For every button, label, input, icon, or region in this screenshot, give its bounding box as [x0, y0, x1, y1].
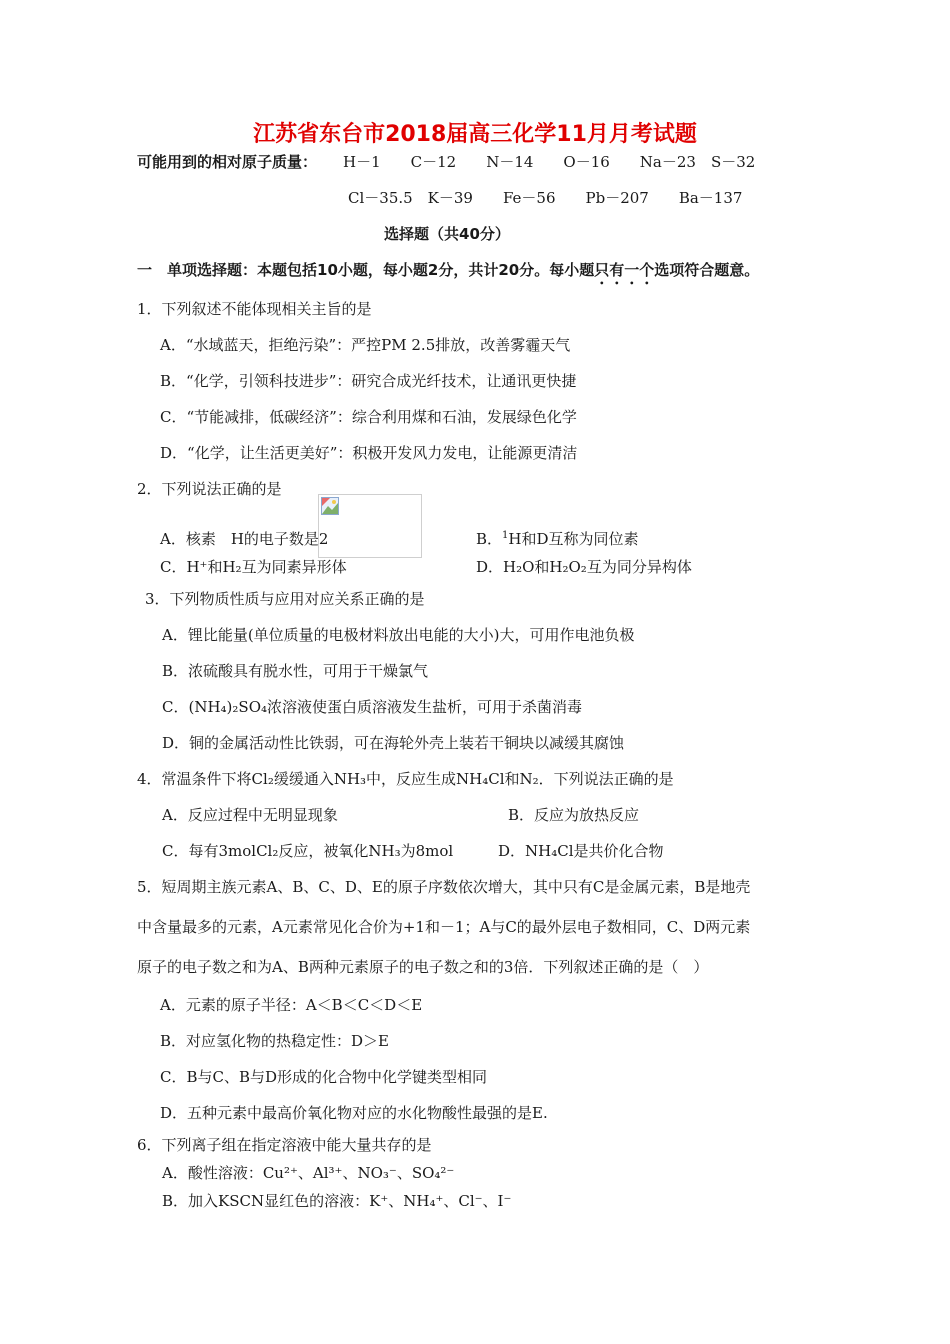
q6-stem: 6．下列离子组在指定溶液中能大量共存的是: [137, 1136, 432, 1154]
q4-stem: 4．常温条件下将Cl₂缓缓通入NH₃中，反应生成NH₄Cl和N₂．下列说法正确的是: [137, 770, 674, 788]
q4-option-c: C．每有3molCl₂反应，被氧化NH₃为8mol: [162, 842, 454, 860]
q2-option-a: A．核素 H的电子数是2: [160, 530, 329, 548]
q3-option-d: D．铜的金属活动性比铁弱，可在海轮外壳上装若干铜块以减缓其腐蚀: [162, 734, 625, 752]
q3-option-c: C．(NH₄)₂SO₄浓溶液使蛋白质溶液发生盐析，可用于杀菌消毒: [162, 698, 583, 716]
q5-stem-line-2: 中含量最多的元素，A元素常见化合价为+1和－1；A与C的最外层电子数相同，C、D两元素: [137, 918, 751, 936]
q1-option-d: D．“化学，让生活更美好”：积极开发风力发电，让能源更清洁: [160, 444, 578, 462]
q2-option-b-prefix: B．: [476, 530, 503, 548]
q3-stem: 3．下列物质性质与应用对应关系正确的是: [145, 590, 425, 608]
q2-option-b-mass-number: 1: [502, 530, 509, 541]
q5-option-c: C．B与C、B与D形成的化合物中化学键类型相同: [160, 1068, 488, 1086]
atomic-mass-label: 可能用到的相对原子质量：: [137, 153, 318, 171]
q2-option-c: C．H⁺和H₂互为同素异形体: [160, 558, 347, 576]
q5-option-d: D．五种元素中最高价氧化物对应的水化物酸性最强的是E.: [160, 1104, 548, 1122]
q6-option-b: B．加入KSCN显红色的溶液：K⁺、NH₄⁺、Cl⁻、I⁻: [162, 1192, 512, 1210]
q2-option-b: [476, 529, 639, 549]
part1-heading-emphasis: 只有一个: [594, 261, 655, 279]
section-title: 选择题（共40分）: [384, 225, 510, 243]
q1-stem: 1．下列叙述不能体现相关主旨的是: [137, 300, 372, 318]
q4-option-b: B．反应为放热反应: [508, 806, 640, 824]
q2-stem: 2．下列说法正确的是: [137, 480, 282, 498]
q5-option-b: B．对应氢化物的热稳定性：D＞E: [160, 1032, 390, 1050]
q2-option-d: D．H₂O和H₂O₂互为同分异构体: [476, 558, 692, 576]
q5-stem-line-1: 5．短周期主族元素A、B、C、D、E的原子序数依次增大，其中只有C是金属元素，B是地壳: [137, 878, 751, 896]
q5-option-a: A．元素的原子半径：A＜B＜C＜D＜E: [160, 996, 423, 1014]
part1-heading-suffix: 选项符合题意。: [654, 261, 760, 279]
q5-stem-line-3: 原子的电子数之和为A、B两种元素原子的电子数之和的3倍．下列叙述正确的是（ ）: [137, 958, 709, 976]
part1-heading: [137, 260, 759, 288]
atomic-mass-row-1: H－1 C－12 N－14 O－16 Na－23 S－32: [343, 153, 756, 171]
q4-option-a: A．反应过程中无明显现象: [162, 806, 338, 824]
atomic-mass-row-2: Cl－35.5 K－39 Fe－56 Pb－207 Ba－137: [348, 189, 743, 207]
document-title: 江苏省东台市2018届高三化学11月月考试题: [253, 122, 697, 147]
q1-option-a: A．“水域蓝天，拒绝污染”：严控PM 2.5排放，改善雾霾天气: [160, 336, 571, 354]
q3-option-b: B．浓硫酸具有脱水性，可用于干燥氯气: [162, 662, 429, 680]
broken-image-icon: [321, 497, 339, 515]
q1-option-b: B．“化学，引领科技进步”：研究合成光纤技术，让通讯更快捷: [160, 372, 577, 390]
broken-image-placeholder: [318, 494, 422, 558]
q2-option-b-text: H和D互称为同位素: [508, 530, 639, 548]
q4-option-d: D．NH₄Cl是共价化合物: [498, 842, 664, 860]
q1-option-c: C．“节能减排，低碳经济”：综合利用煤和石油，发展绿色化学: [160, 408, 577, 426]
q3-option-a: A．锂比能量(单位质量的电极材料放出电能的大小)大，可用作电池负极: [162, 626, 635, 644]
part1-heading-prefix: 一 单项选择题：本题包括10小题，每小题2分，共计20分。每小题: [137, 261, 595, 279]
q6-option-a: A．酸性溶液：Cu²⁺、Al³⁺、NO₃⁻、SO₄²⁻: [162, 1164, 455, 1182]
